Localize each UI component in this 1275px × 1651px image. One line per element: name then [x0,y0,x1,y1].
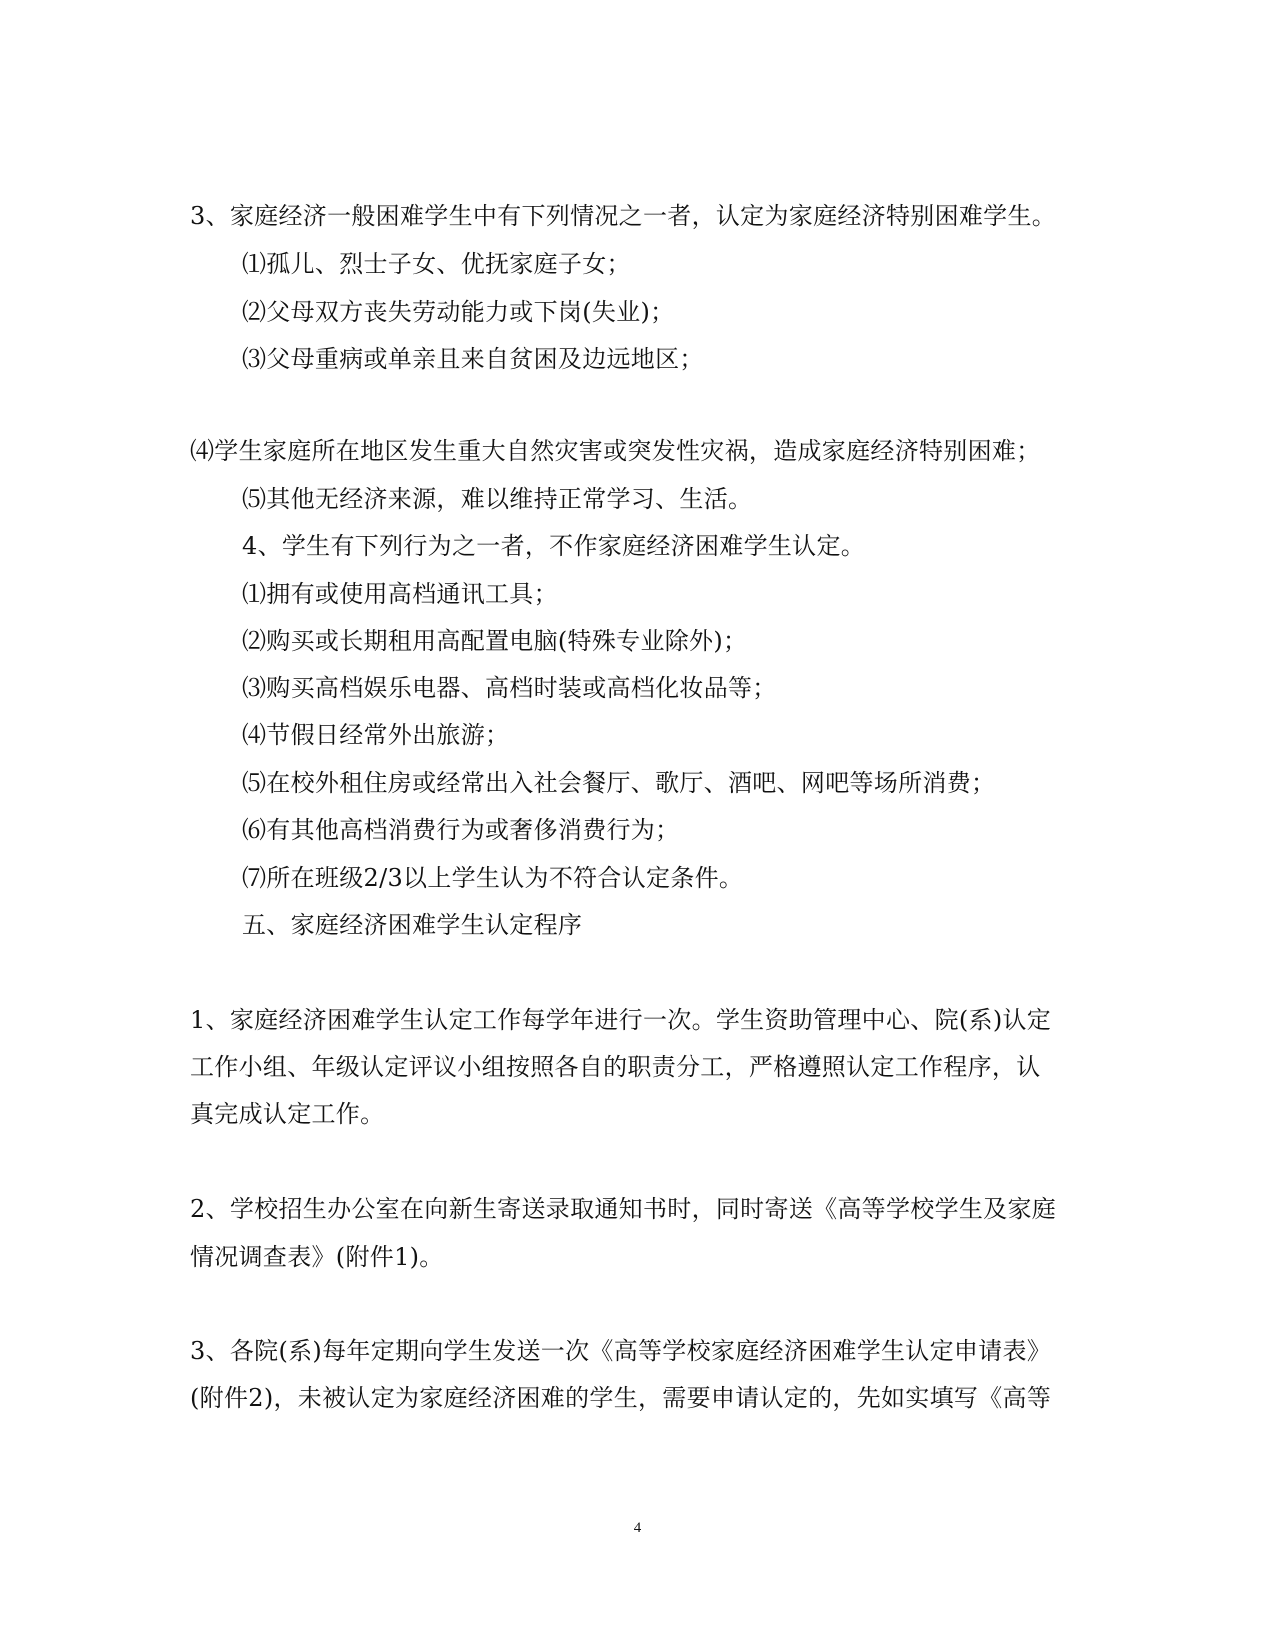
list-item: ⑶购买高档娱乐电器、高档时装或高档化妆品等； [242,674,777,702]
paragraph-line: 工作小组、年级认定评议小组按照各自的职责分工，严格遵照认定工作程序，认 [190,1053,1041,1081]
paragraph-line: 1、家庭经济困难学生认定工作每学年进行一次。学生资助管理中心、院(系)认定 [190,1006,1052,1034]
list-item: ⑺所在班级2/3以上学生认为不符合认定条件。 [242,864,744,892]
list-item: ⑷节假日经常外出旅游； [242,721,510,749]
paragraph-line: (附件2)，未被认定为家庭经济困难的学生，需要申请认定的，先如实填写《高等 [190,1384,1052,1412]
list-item: ⑵父母双方丧失劳动能力或下岗(失业)； [242,298,675,326]
list-item: ⑴孤儿、烈士子女、优抚家庭子女； [242,250,631,278]
paragraph-line: 情况调查表》(附件1)。 [190,1243,444,1271]
paragraph-line: 4、学生有下列行为之一者，不作家庭经济困难学生认定。 [242,532,866,560]
paragraph-line: 2、学校招生办公室在向新生寄送录取通知书时，同时寄送《高等学校学生及家庭 [190,1195,1057,1223]
paragraph-line: 3、各院(系)每年定期向学生发送一次《高等学校家庭经济困难学生认定申请表》 [190,1337,1052,1365]
list-item: ⑸其他无经济来源，难以维持正常学习、生活。 [242,485,753,513]
list-item: ⑵购买或长期租用高配置电脑(特殊专业除外)； [242,627,748,655]
list-item: ⑶父母重病或单亲且来自贫困及边远地区； [242,345,704,373]
paragraph-line: 真完成认定工作。 [190,1100,385,1128]
list-item: ⑷学生家庭所在地区发生重大自然灾害或突发性灾祸，造成家庭经济特别困难； [190,437,1041,465]
section-heading: 五、家庭经济困难学生认定程序 [242,911,583,939]
page-number: 4 [633,1520,642,1536]
paragraph-line: 3、家庭经济一般困难学生中有下列情况之一者，认定为家庭经济特别困难学生。 [190,202,1057,230]
list-item: ⑹有其他高档消费行为或奢侈消费行为； [242,816,680,844]
list-item: ⑴拥有或使用高档通讯工具； [242,580,558,608]
list-item: ⑸在校外租住房或经常出入社会餐厅、歌厅、酒吧、网吧等场所消费； [242,769,996,797]
